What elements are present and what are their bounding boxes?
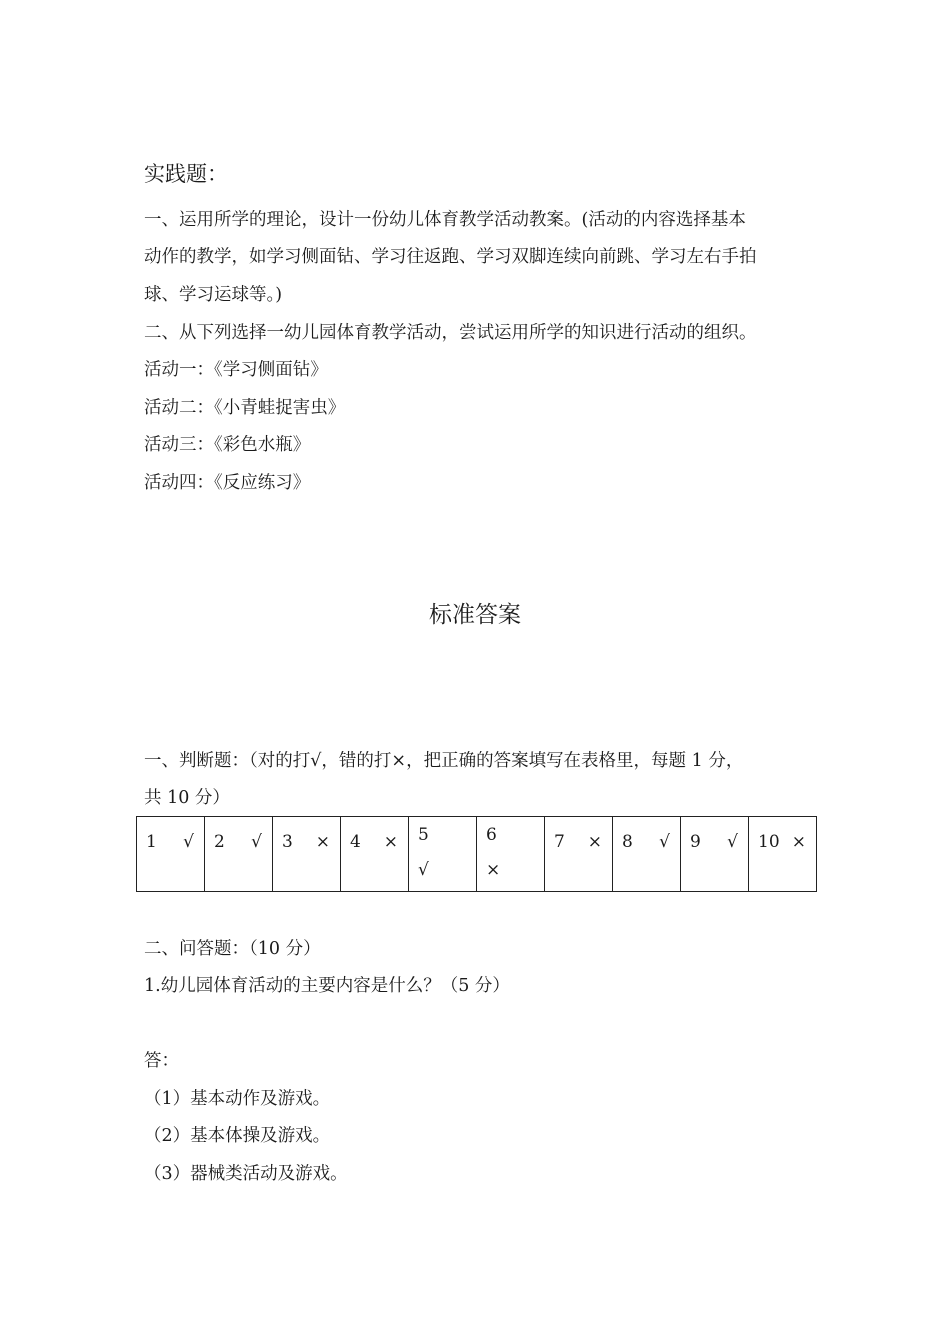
answer-number: 9 <box>690 832 701 852</box>
answer-cell-6 <box>477 817 545 892</box>
answer-cell-4 <box>341 817 409 892</box>
activity-2: 活动二：《小青蛙捉害虫》 <box>144 398 346 418</box>
answer-mark: √ <box>251 832 262 852</box>
answer-cell-8 <box>613 817 681 892</box>
table-row <box>137 817 817 892</box>
answer-mark: × <box>587 832 602 852</box>
answer-cell-3 <box>273 817 341 892</box>
answer-mark: × <box>486 860 501 880</box>
activity-4: 活动四：《反应练习》 <box>144 473 311 493</box>
answer-cell-2 <box>205 817 273 892</box>
answer-number: 2 <box>214 832 225 852</box>
answer-mark: √ <box>418 860 429 880</box>
answer-cell-1 <box>137 817 205 892</box>
qa-question-1: 1.幼儿园体育活动的主要内容是什么？（5 分） <box>144 976 510 996</box>
qa-point-3: （3）器械类活动及游戏。 <box>144 1164 348 1184</box>
activity-1: 活动一：《学习侧面钻》 <box>144 360 328 380</box>
activity-3: 活动三：《彩色水瓶》 <box>144 435 311 455</box>
answer-mark: × <box>383 832 398 852</box>
answer-mark: × <box>791 832 806 852</box>
answer-number: 5 <box>418 825 429 845</box>
judge-heading-line-2: 共 10 分） <box>144 788 230 808</box>
qa-answer-label: 答： <box>144 1051 179 1071</box>
answer-mark: √ <box>727 832 738 852</box>
judge-answer-table <box>136 816 817 892</box>
answer-mark: × <box>315 832 330 852</box>
answer-cell-5 <box>409 817 477 892</box>
question-1-line-3: 球、学习运球等。) <box>144 285 283 305</box>
answer-number: 3 <box>282 832 293 852</box>
answer-section-title: 标准答案 <box>429 602 521 628</box>
qa-point-1: （1）基本动作及游戏。 <box>144 1089 331 1109</box>
practice-title: 实践题： <box>144 162 228 186</box>
answer-number: 1 <box>146 832 157 852</box>
answer-number: 8 <box>622 832 633 852</box>
answer-cell-7 <box>545 817 613 892</box>
answer-cell-9 <box>681 817 749 892</box>
judge-heading-line-1: 一、判断题：（对的打√，错的打×，把正确的答案填写在表格里，每题 1 分， <box>144 751 744 771</box>
answer-number: 10 <box>758 832 780 852</box>
qa-heading: 二、问答题：（10 分） <box>144 939 321 959</box>
answer-mark: √ <box>659 832 670 852</box>
question-2: 二、从下列选择一幼儿园体育教学活动，尝试运用所学的知识进行活动的组织。 <box>144 323 757 343</box>
answer-cell-10 <box>749 817 817 892</box>
question-1-line-1: 一、运用所学的理论，设计一份幼儿体育教学活动教案。(活动的内容选择基本 <box>144 210 746 230</box>
question-1-line-2: 动作的教学，如学习侧面钻、学习往返跑、学习双脚连续向前跳、学习左右手拍 <box>144 247 757 267</box>
qa-point-2: （2）基本体操及游戏。 <box>144 1126 331 1146</box>
answer-number: 7 <box>554 832 565 852</box>
answer-number: 4 <box>350 832 361 852</box>
answer-mark: √ <box>183 832 194 852</box>
answer-number: 6 <box>486 825 497 845</box>
